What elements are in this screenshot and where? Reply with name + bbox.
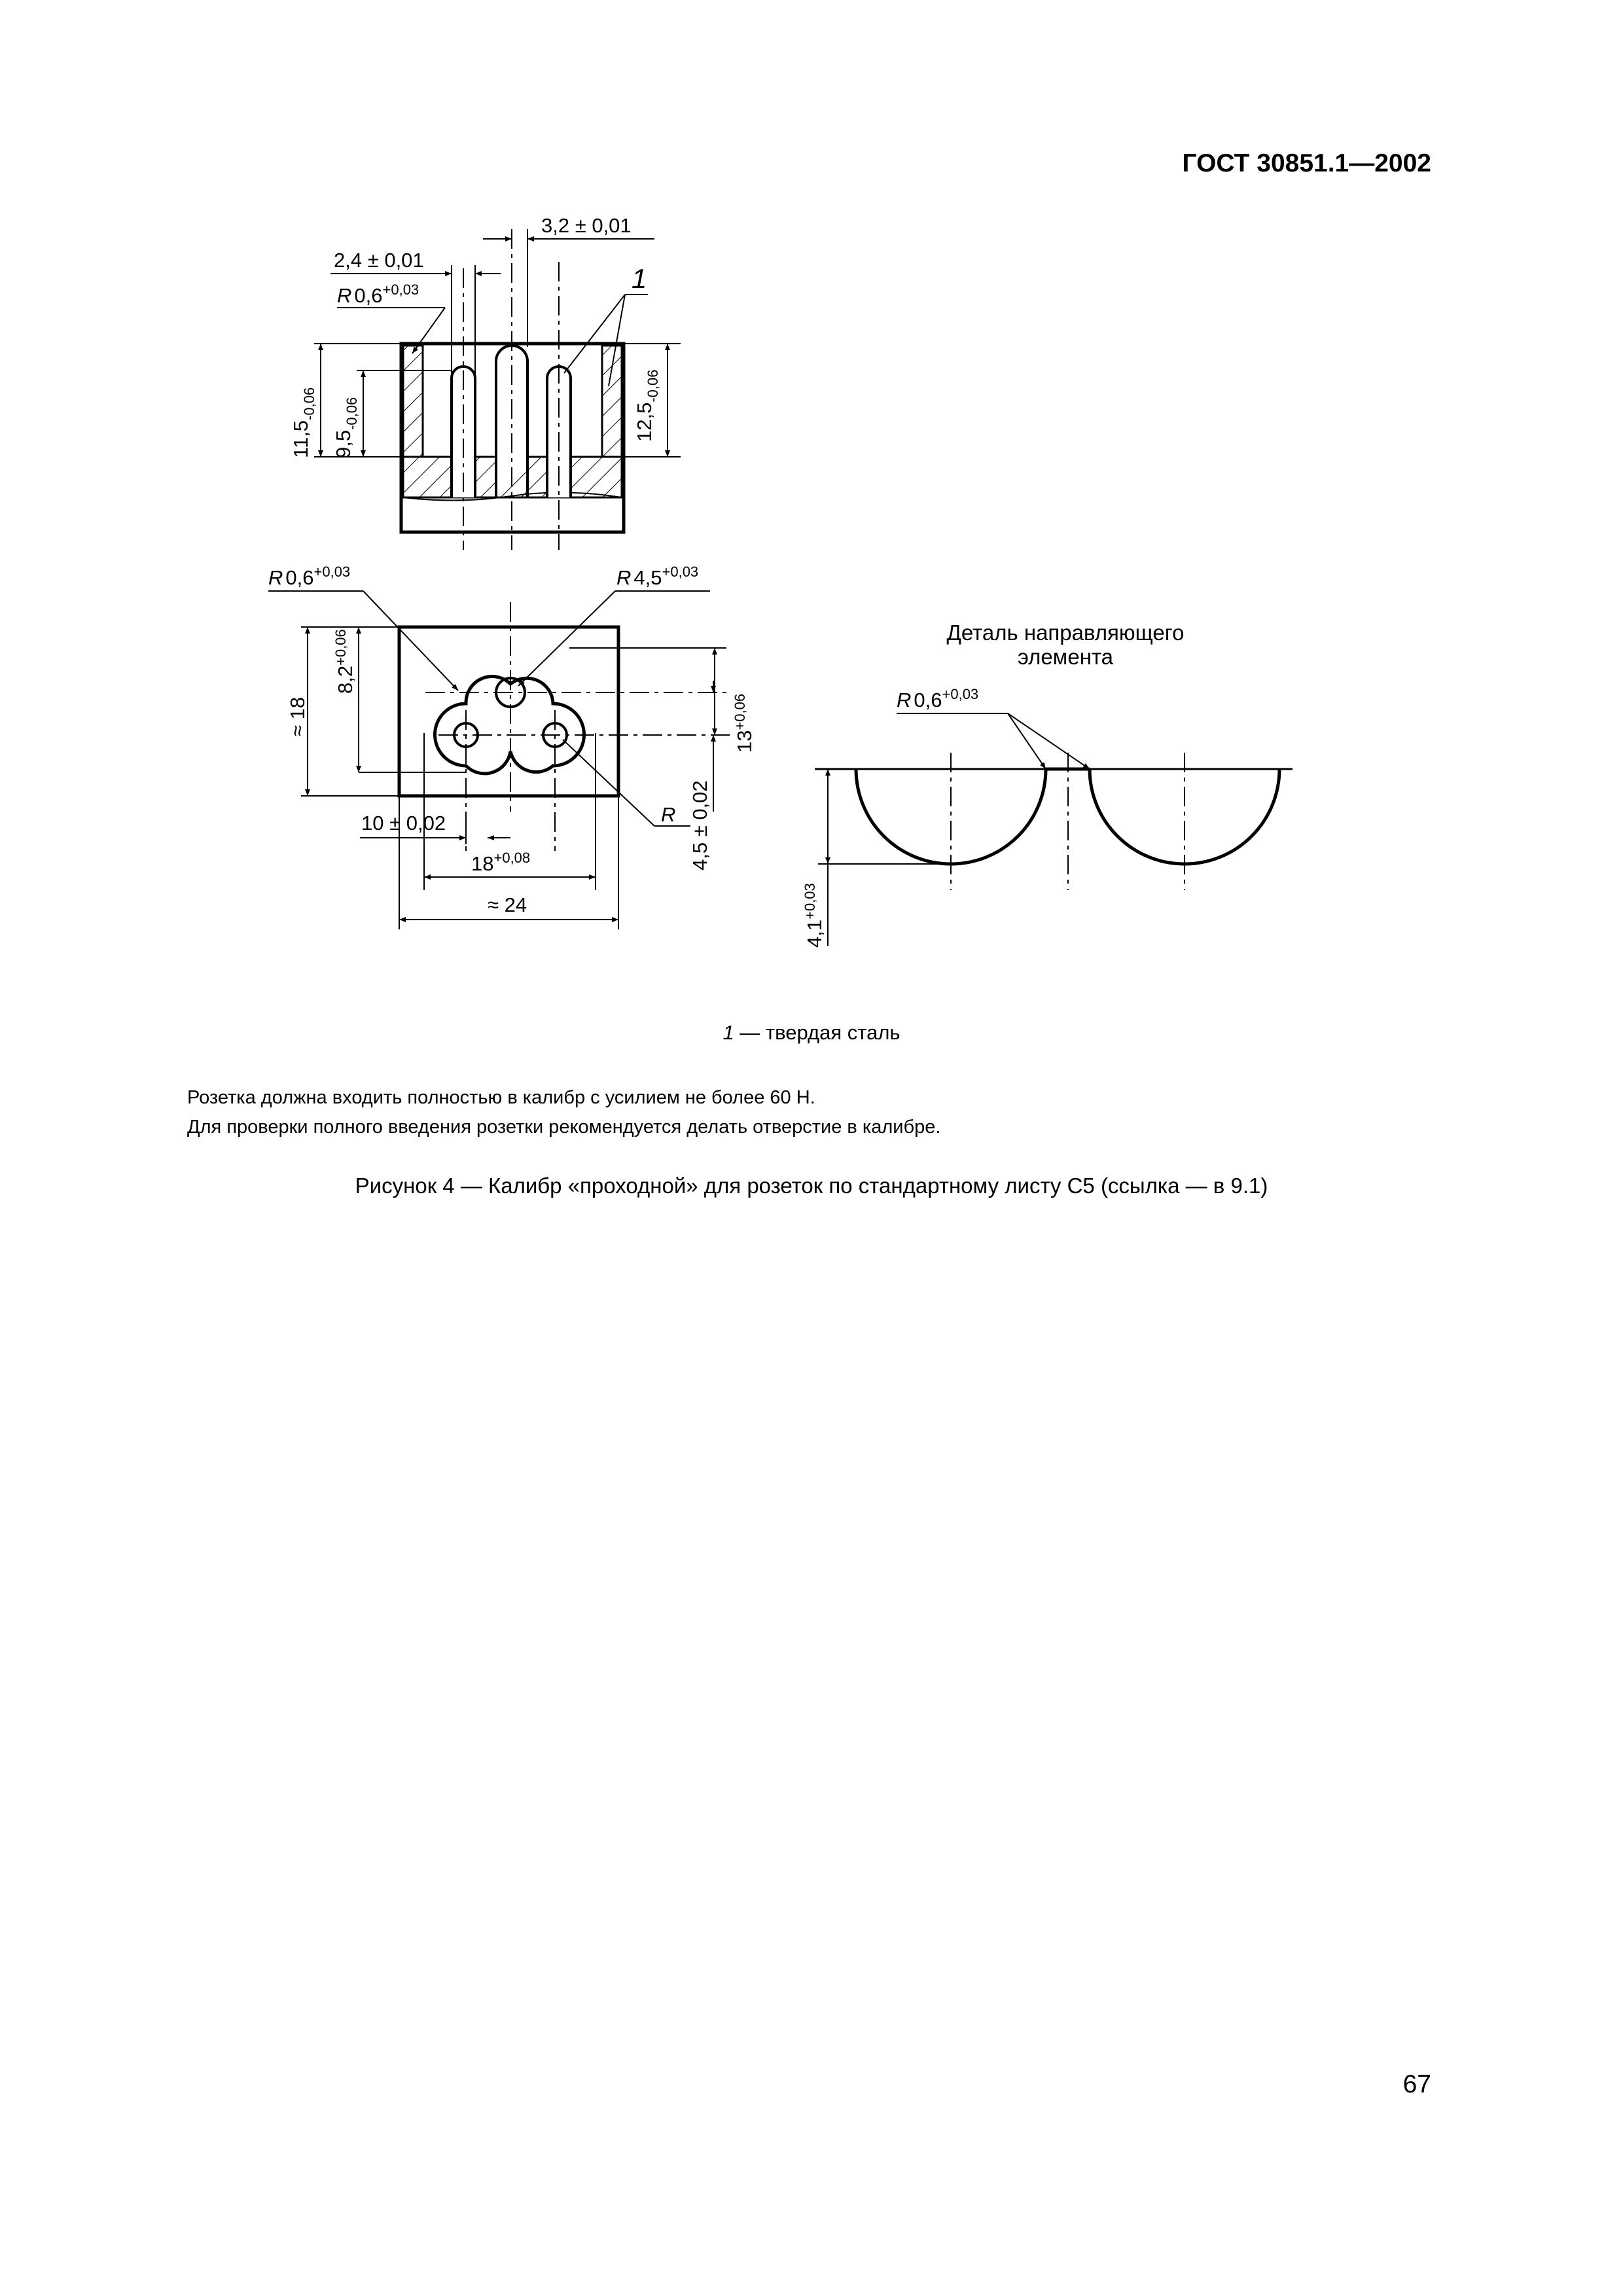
svg-text:9,5-0,06 (332, 397, 360, 458)
svg-text:R0,6+0,03 (268, 564, 350, 589)
legend-number: 1 (722, 1021, 734, 1044)
standard-number: ГОСТ 30851.1—2002 (1182, 149, 1431, 177)
callout-1: 1 (632, 263, 647, 294)
r-small-value: 0,6 (285, 566, 314, 589)
dim-82-tol: +0,06 (332, 629, 349, 666)
h-inner-main: 9,5 (332, 429, 355, 458)
detail-title-2: элемента (1017, 645, 1114, 669)
r-small-symbol: R (268, 566, 283, 589)
dim-18-tol: +0,08 (493, 850, 531, 866)
figure-caption: Рисунок 4 — Калибр «проходной» для розеток по стандартному листу С5 (ссылка — в 9.1) (355, 1174, 1268, 1198)
r-label: R (661, 803, 676, 826)
svg-text:11,5-0,06 (289, 387, 317, 458)
depth-main: 4,1 (803, 919, 826, 948)
svg-text:R4,5+0,03 (616, 564, 698, 589)
dim-82-main: 8,2 (334, 665, 357, 694)
h-right-main: 12,5 (633, 402, 656, 442)
svg-text:13+0,06 (732, 694, 756, 753)
r-value: 0,6 (354, 284, 383, 307)
svg-text:R0,6+0,03 (897, 686, 978, 711)
h-left-tol: -0,06 (301, 387, 317, 420)
detail-view (802, 620, 1293, 948)
r-symbol: R (337, 284, 352, 307)
dim-45: 4,5 ± 0,02 (688, 780, 711, 870)
legend-text: — твердая сталь (734, 1021, 901, 1044)
depth-tol: +0,03 (802, 883, 818, 920)
figure-legend (0, 1021, 1623, 1045)
dim-13-tol: +0,06 (732, 693, 748, 730)
dim-10: 10 ± 0,02 (361, 812, 446, 834)
r-large-symbol: R (616, 566, 632, 589)
note-2: Для проверки полного введения розетки рекомендуется делать отверстие в калибре. (187, 1117, 941, 1138)
r-tolerance: +0,03 (382, 281, 419, 298)
note-1: Розетка должна входить полностью в калибр с усилием не более 60 Н. (187, 1087, 815, 1108)
dim-13-main: 13 (733, 730, 756, 753)
detail-title-1: Деталь направляющего (946, 620, 1185, 645)
svg-text:18+0,08 (471, 850, 530, 875)
dim-top: 3,2 ± 0,01 (541, 214, 632, 237)
detail-r-tol: +0,03 (942, 686, 979, 702)
detail-r-symbol: R (897, 689, 912, 711)
page-number: 67 (1402, 2070, 1431, 2098)
section-view (289, 214, 681, 550)
h-left-main: 11,5 (289, 420, 312, 458)
svg-text:8,2+0,06 (332, 629, 357, 694)
dim-24: ≈ 24 (488, 893, 527, 916)
dim-18-approx: ≈ 18 (286, 696, 309, 736)
plan-view (268, 564, 756, 929)
svg-text:R0,6+0,03 (337, 281, 419, 307)
notes (187, 1083, 940, 1142)
r-small-tol: +0,03 (313, 564, 351, 580)
detail-r-value: 0,6 (914, 689, 942, 711)
h-right-tol: -0,06 (645, 369, 661, 403)
h-inner-tol: -0,06 (344, 397, 360, 430)
r-large-tol: +0,03 (662, 564, 699, 580)
technical-drawing (0, 0, 1623, 982)
svg-text:12,5-0,06 (633, 370, 661, 442)
svg-text:4,1+0,03 (802, 883, 826, 948)
dim-slot: 2,4 ± 0,01 (334, 249, 424, 272)
dim-18-main: 18 (471, 852, 494, 875)
r-large-value: 4,5 (633, 566, 662, 589)
